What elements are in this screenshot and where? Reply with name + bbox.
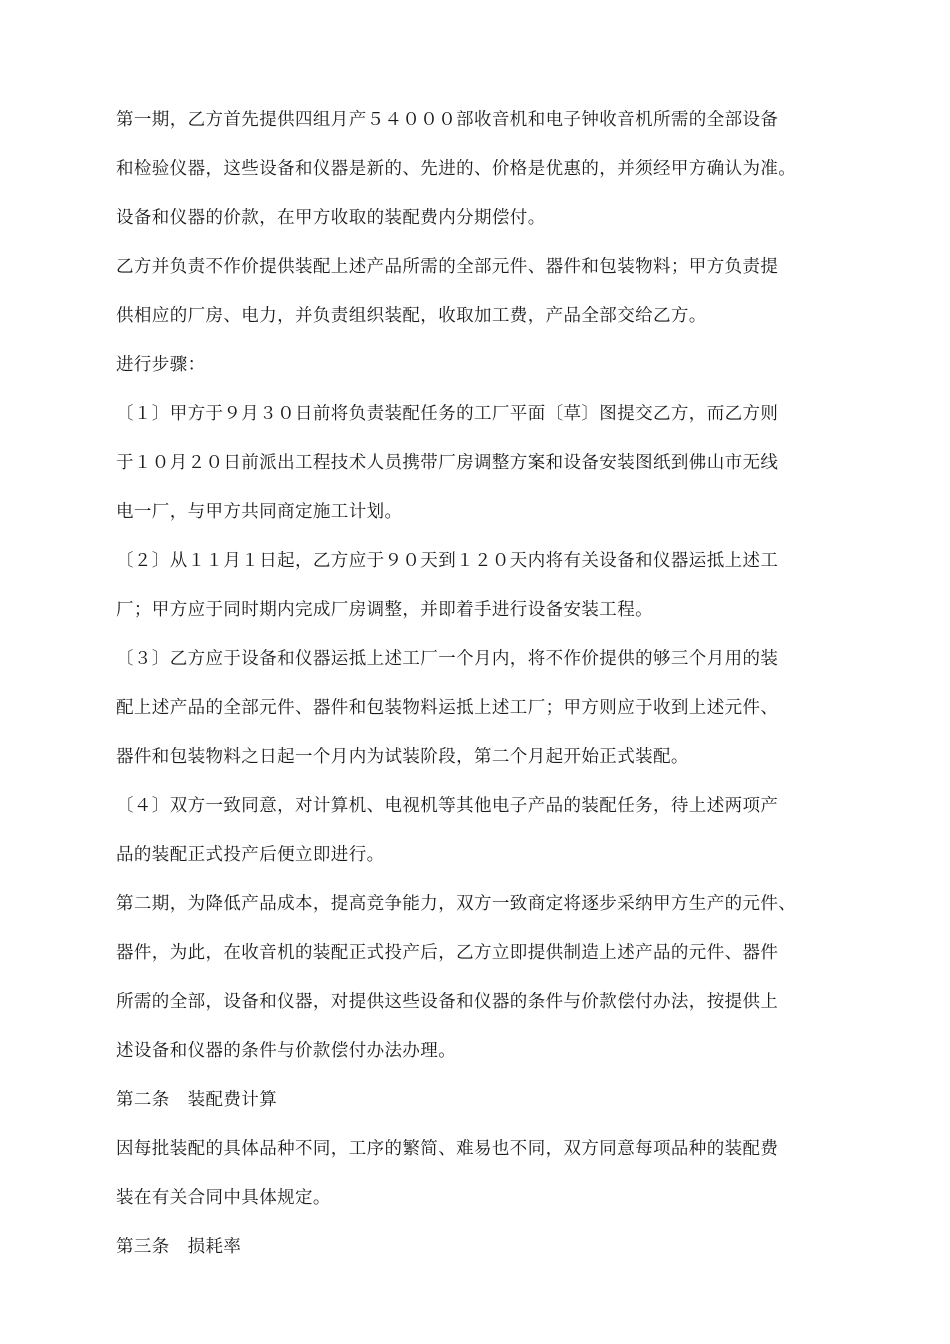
text-line: 乙方并负责不作价提供装配上述产品所需的全部元件、器件和包装物料；甲方负责提 [116, 257, 779, 277]
article-2-heading [116, 1076, 846, 1125]
text-line: 〔３〕乙方应于设备和仪器运抵上述工厂一个月内，将不作价提供的够三个月用的装 [116, 649, 779, 669]
text-line: 第一期，乙方首先提供四组月产５４０００部收音机和电子钟收音机所需的全部设备 [116, 110, 779, 130]
paragraph-step-2 [116, 537, 846, 635]
text-line: 和检验仪器，这些设备和仪器是新的、先进的、价格是优惠的，并须经甲方确认为准。 [116, 159, 797, 179]
text-line: 〔２〕从１１月１日起，乙方应于９０天到１２０天内将有关设备和仪器运抵上述工 [116, 551, 779, 571]
text-line: 述设备和仪器的条件与价款偿付办法办理。 [116, 1041, 457, 1061]
text-line: 第二条 装配费计算 [116, 1090, 278, 1110]
text-line: 装在有关合同中具体规定。 [116, 1188, 331, 1208]
text-line: 所需的全部，设备和仪器，对提供这些设备和仪器的条件与价款偿付办法，按提供上 [116, 992, 779, 1012]
text-line: 进行步骤： [116, 355, 206, 375]
text-line: 因每批装配的具体品种不同，工序的繁简、难易也不同，双方同意每项品种的装配费 [116, 1139, 779, 1159]
paragraph-steps-heading [116, 341, 846, 390]
paragraph-phase-two [116, 880, 846, 1076]
document-body [116, 96, 846, 1272]
text-line: 厂；甲方应于同时期内完成厂房调整，并即着手进行设备安装工程。 [116, 600, 653, 620]
paragraph-assembly-fee [116, 1125, 846, 1223]
text-line: 于１０月２０日前派出工程技术人员携带厂房调整方案和设备安装图纸到佛山市无线 [116, 453, 779, 473]
paragraph-step-3 [116, 635, 846, 782]
text-line: 第三条 损耗率 [116, 1237, 242, 1257]
paragraph-phase-one [116, 96, 846, 243]
text-line: 器件，为此，在收音机的装配正式投产后，乙方立即提供制造上述产品的元件、器件 [116, 943, 779, 963]
paragraph-step-1 [116, 390, 846, 537]
article-3-heading [116, 1223, 846, 1272]
paragraph-step-4 [116, 782, 846, 880]
text-line: 供相应的厂房、电力，并负责组织装配，收取加工费，产品全部交给乙方。 [116, 306, 707, 326]
text-line: 〔４〕双方一致同意，对计算机、电视机等其他电子产品的装配任务，待上述两项产 [116, 796, 779, 816]
text-line: 设备和仪器的价款，在甲方收取的装配费内分期偿付。 [116, 208, 546, 228]
text-line: 第二期，为降低产品成本，提高竞争能力，双方一致商定将逐步采纳甲方生产的元件、 [116, 894, 797, 914]
text-line: 〔１〕甲方于９月３０日前将负责装配任务的工厂平面〔草〕图提交乙方，而乙方则 [116, 404, 779, 424]
paragraph-components-supply [116, 243, 846, 341]
text-line: 器件和包装物料之日起一个月内为试装阶段，第二个月起开始正式装配。 [116, 747, 689, 767]
text-line: 配上述产品的全部元件、器件和包装物料运抵上述工厂；甲方则应于收到上述元件、 [116, 698, 779, 718]
text-line: 品的装配正式投产后便立即进行。 [116, 845, 385, 865]
text-line: 电一厂，与甲方共同商定施工计划。 [116, 502, 403, 522]
